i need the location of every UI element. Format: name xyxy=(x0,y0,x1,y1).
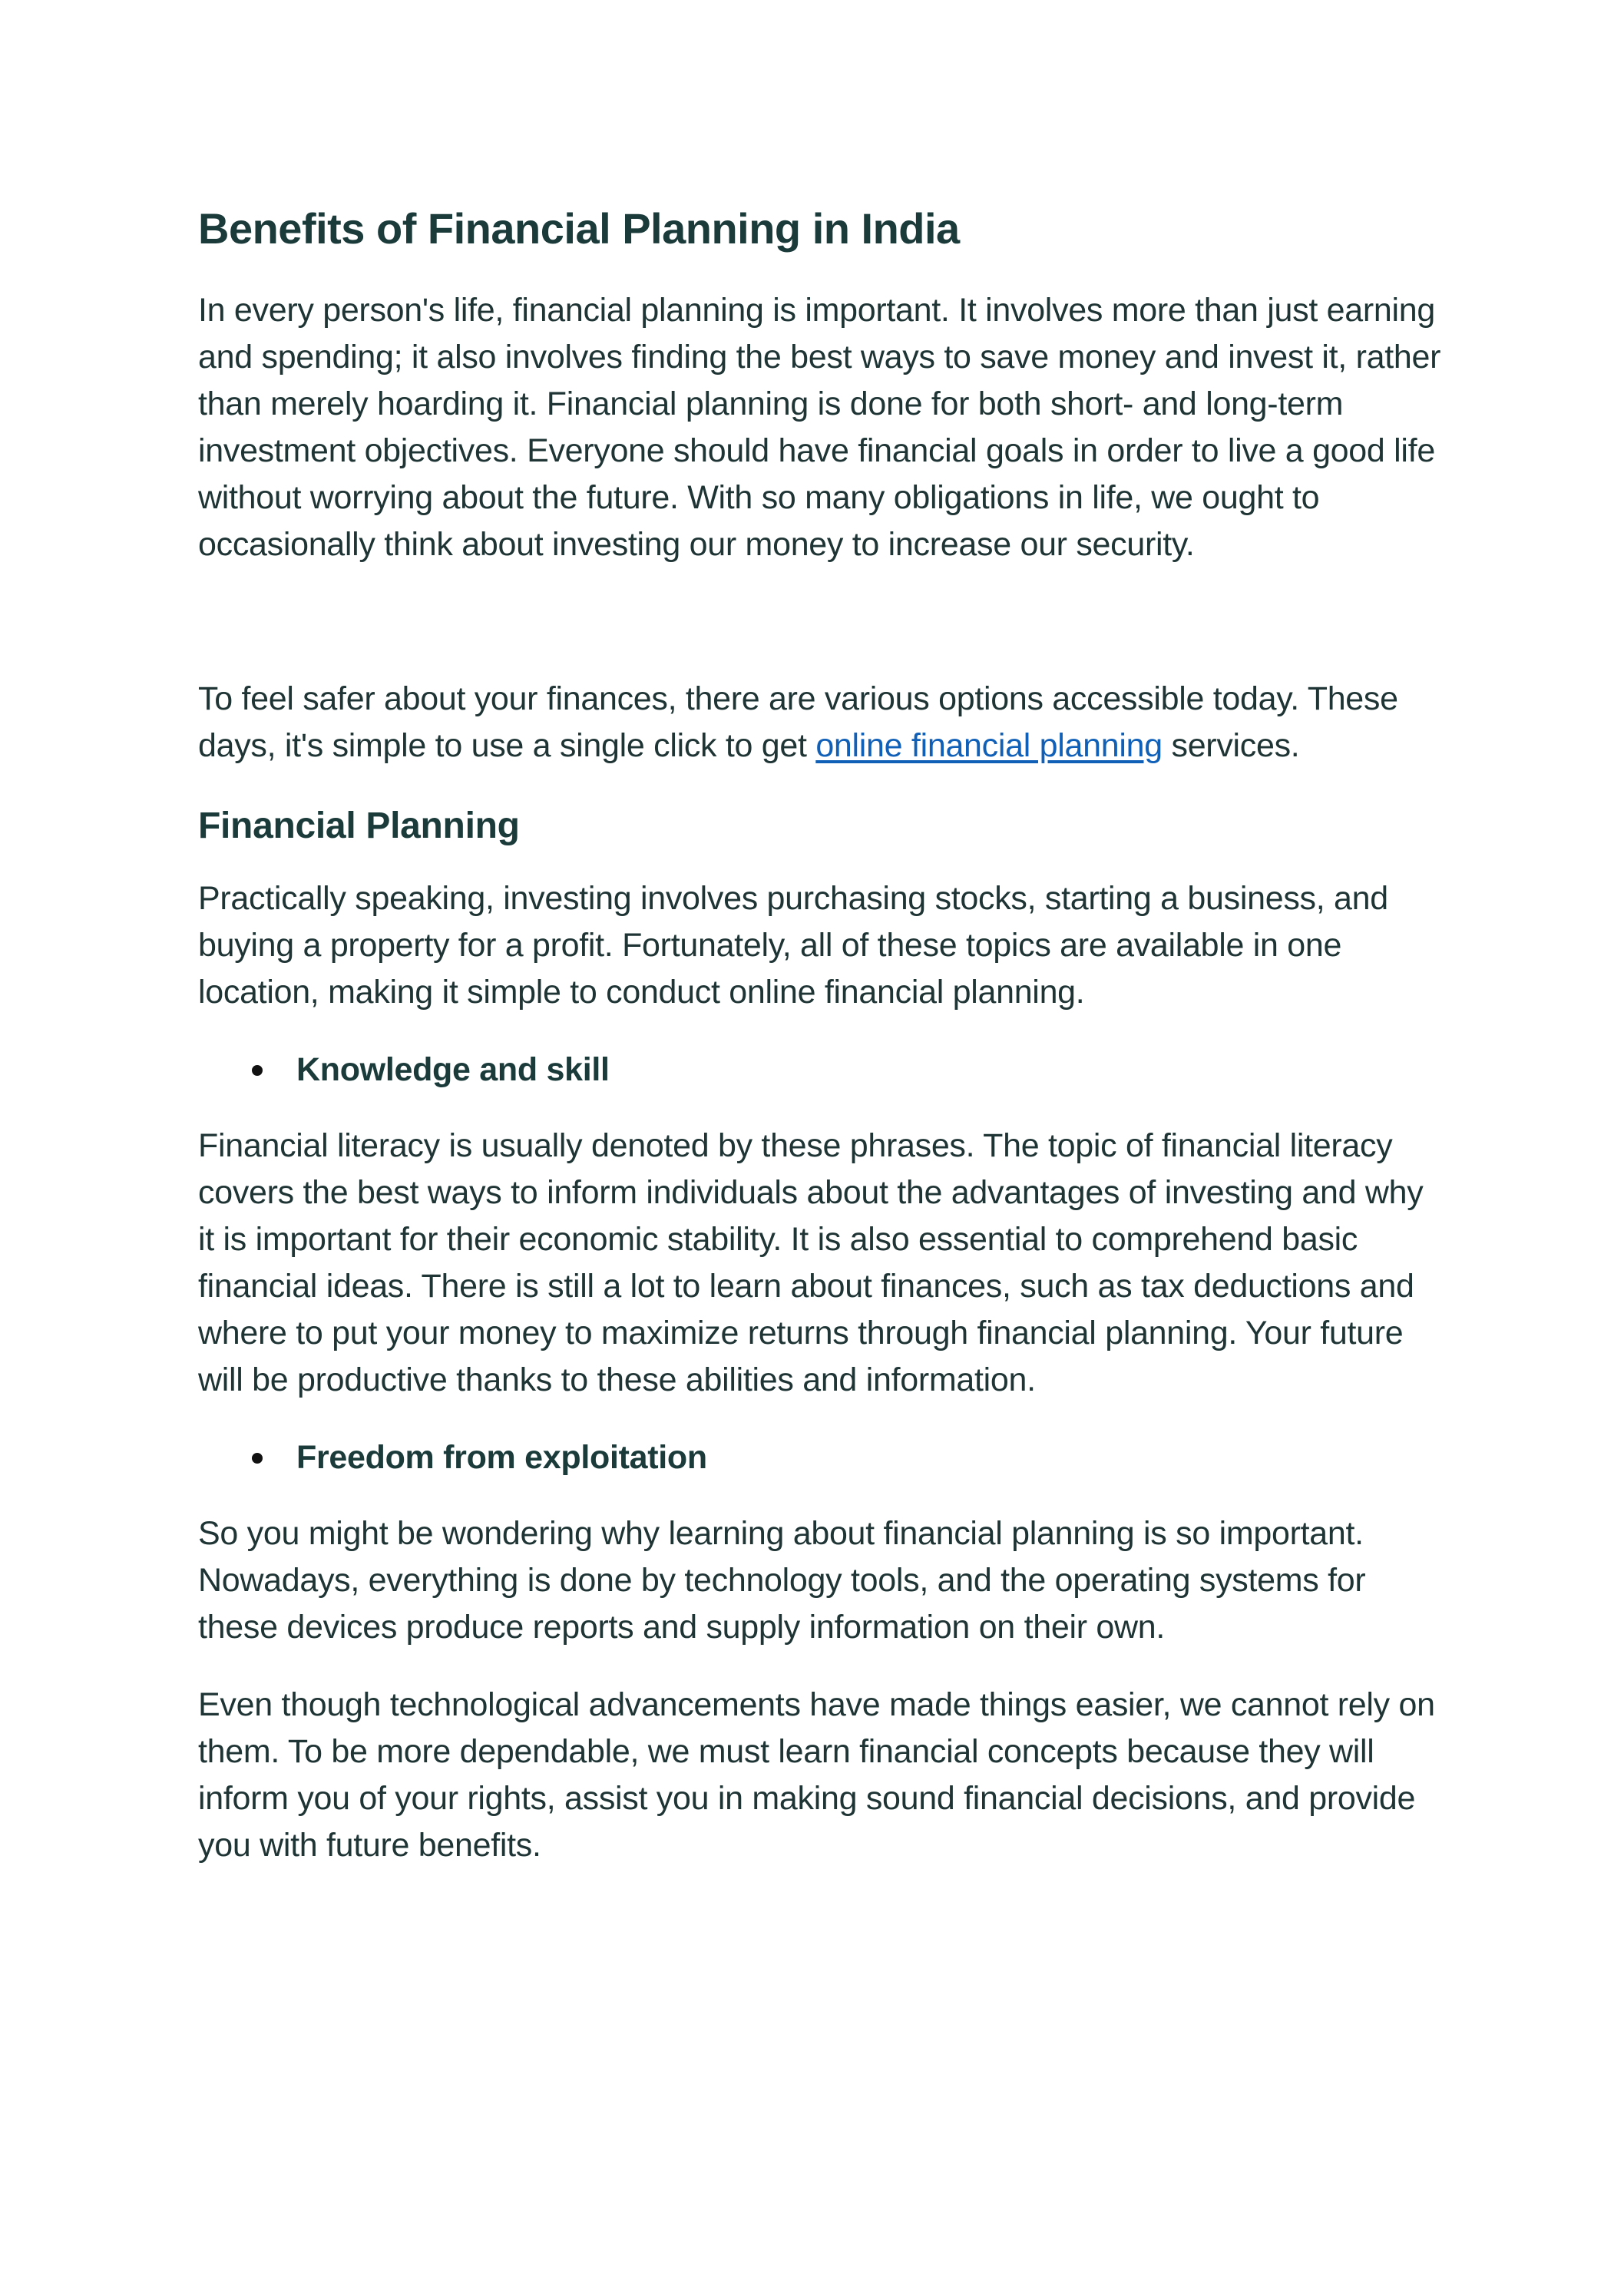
section-heading: Financial Planning xyxy=(198,806,520,846)
intro-paragraph: In every person's life, financial planning is important. It involves more than just earning and spending; it also involves finding the best ways to save money and invest it, rather than merely hoarding it. Financial planning is done for both short- and long-term investment objectives. Everyone should have financial goals in order to live a good life without worrying about the future. With so many obligations in life, we ought to occasionally think about investing our money to increase our security. xyxy=(198,292,1441,563)
freedom-paragraph-2: Even though technological advancements have made things easier, we cannot rely on them. To be more dependable, we must learn financial concepts because they will inform you of your rights, assist you in making sound financial decisions, and provide you with future benefits. xyxy=(198,1686,1435,1864)
document-body xyxy=(198,198,1442,1900)
blank-line xyxy=(198,568,1442,676)
online-financial-planning-link[interactable]: online financial planning xyxy=(815,727,1163,764)
section-paragraph: Practically speaking, investing involves purchasing stocks, starting a business, and buying a property for a profit. Fortunately, all of these topics are available in one location, making it simple to conduct online financial planning. xyxy=(198,880,1388,1011)
options-text-before-link: To feel safer about your finances, there are various options accessible today. These days, it's simple to use a single click to get xyxy=(198,680,1398,764)
knowledge-paragraph: Financial literacy is usually denoted by these phrases. The topic of financial literacy covers the best ways to inform individuals about the advantages of investing and why it is important for their economic stability. It is also essential to comprehend basic financial ideas. There is still a lot to learn about finances, such as tax deductions and where to put your money to maximize returns through financial planning. Your future will be productive thanks to these abilities and information. xyxy=(198,1127,1424,1398)
bullet-dot-icon xyxy=(252,1065,263,1076)
bullet-label: Freedom from exploitation xyxy=(296,1439,707,1476)
bullet-freedom-from-exploitation xyxy=(198,1434,1442,1481)
page-title: Benefits of Financial Planning in India xyxy=(198,204,960,253)
options-text-after-link: services. xyxy=(1162,727,1300,764)
bullet-dot-icon xyxy=(252,1453,263,1464)
bullet-label: Knowledge and skill xyxy=(296,1051,610,1088)
options-paragraph xyxy=(198,676,1442,769)
freedom-paragraph-1: So you might be wondering why learning about financial planning is so important. Nowadays, everything is done by technology tools, and the operating systems for these devices produce reports and supply information on their own. xyxy=(198,1515,1366,1646)
bullet-knowledge-and-skill xyxy=(198,1047,1442,1093)
